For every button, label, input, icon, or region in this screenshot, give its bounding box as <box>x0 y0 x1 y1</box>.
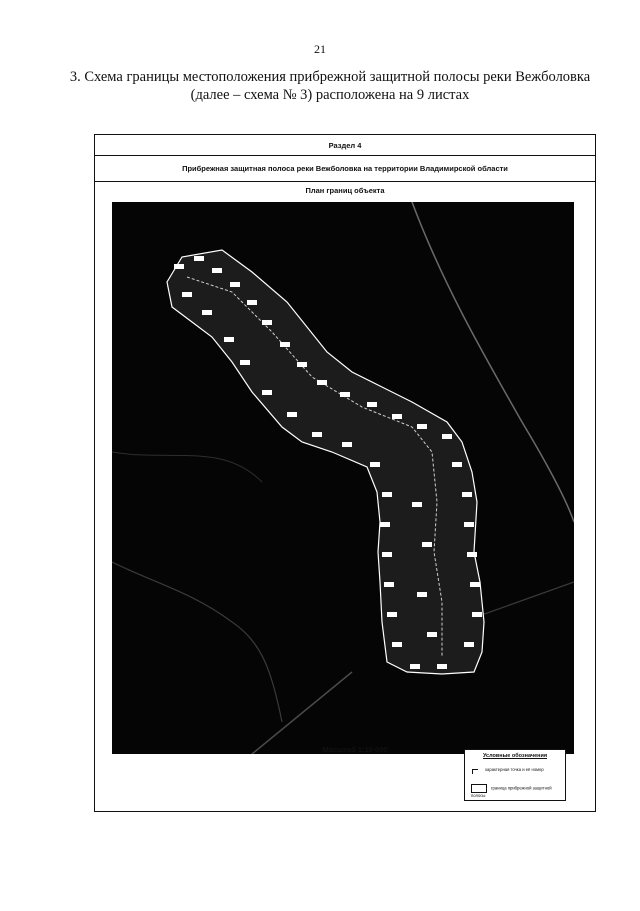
road-line-2 <box>252 672 352 754</box>
field-line <box>112 562 282 722</box>
scheme-frame <box>94 134 596 812</box>
object-title: Прибрежная защитная полоса реки Вежболовка на территории Владимирской области <box>95 156 595 182</box>
map-scale: Масштаб 1:10 000 <box>322 745 388 754</box>
point-marker-icon <box>471 766 479 774</box>
page-number: 21 <box>314 42 326 56</box>
plan-title: План границ объекта <box>305 186 385 195</box>
satellite-map <box>112 202 574 754</box>
field-line-3 <box>112 452 262 482</box>
legend-boundary-label: граница прибрежной защитной полосы <box>471 785 552 798</box>
legend-item-boundary <box>471 784 561 798</box>
map-canvas <box>112 202 574 754</box>
boundary-box-icon <box>471 784 487 793</box>
legend-box <box>464 749 566 801</box>
page-heading <box>60 68 600 104</box>
legend-points-label: характерная точка и её номер <box>485 767 544 773</box>
legend-item-points <box>471 766 561 774</box>
section-title: Раздел 4 <box>95 135 595 156</box>
legend-title: Условные обозначения <box>482 753 548 759</box>
heading-line-2: (далее – схема № 3) расположена на 9 листах <box>190 87 470 103</box>
heading-line-1: 3. Схема границы местоположения прибрежной защитной полосы реки Вежболовка <box>69 69 591 85</box>
